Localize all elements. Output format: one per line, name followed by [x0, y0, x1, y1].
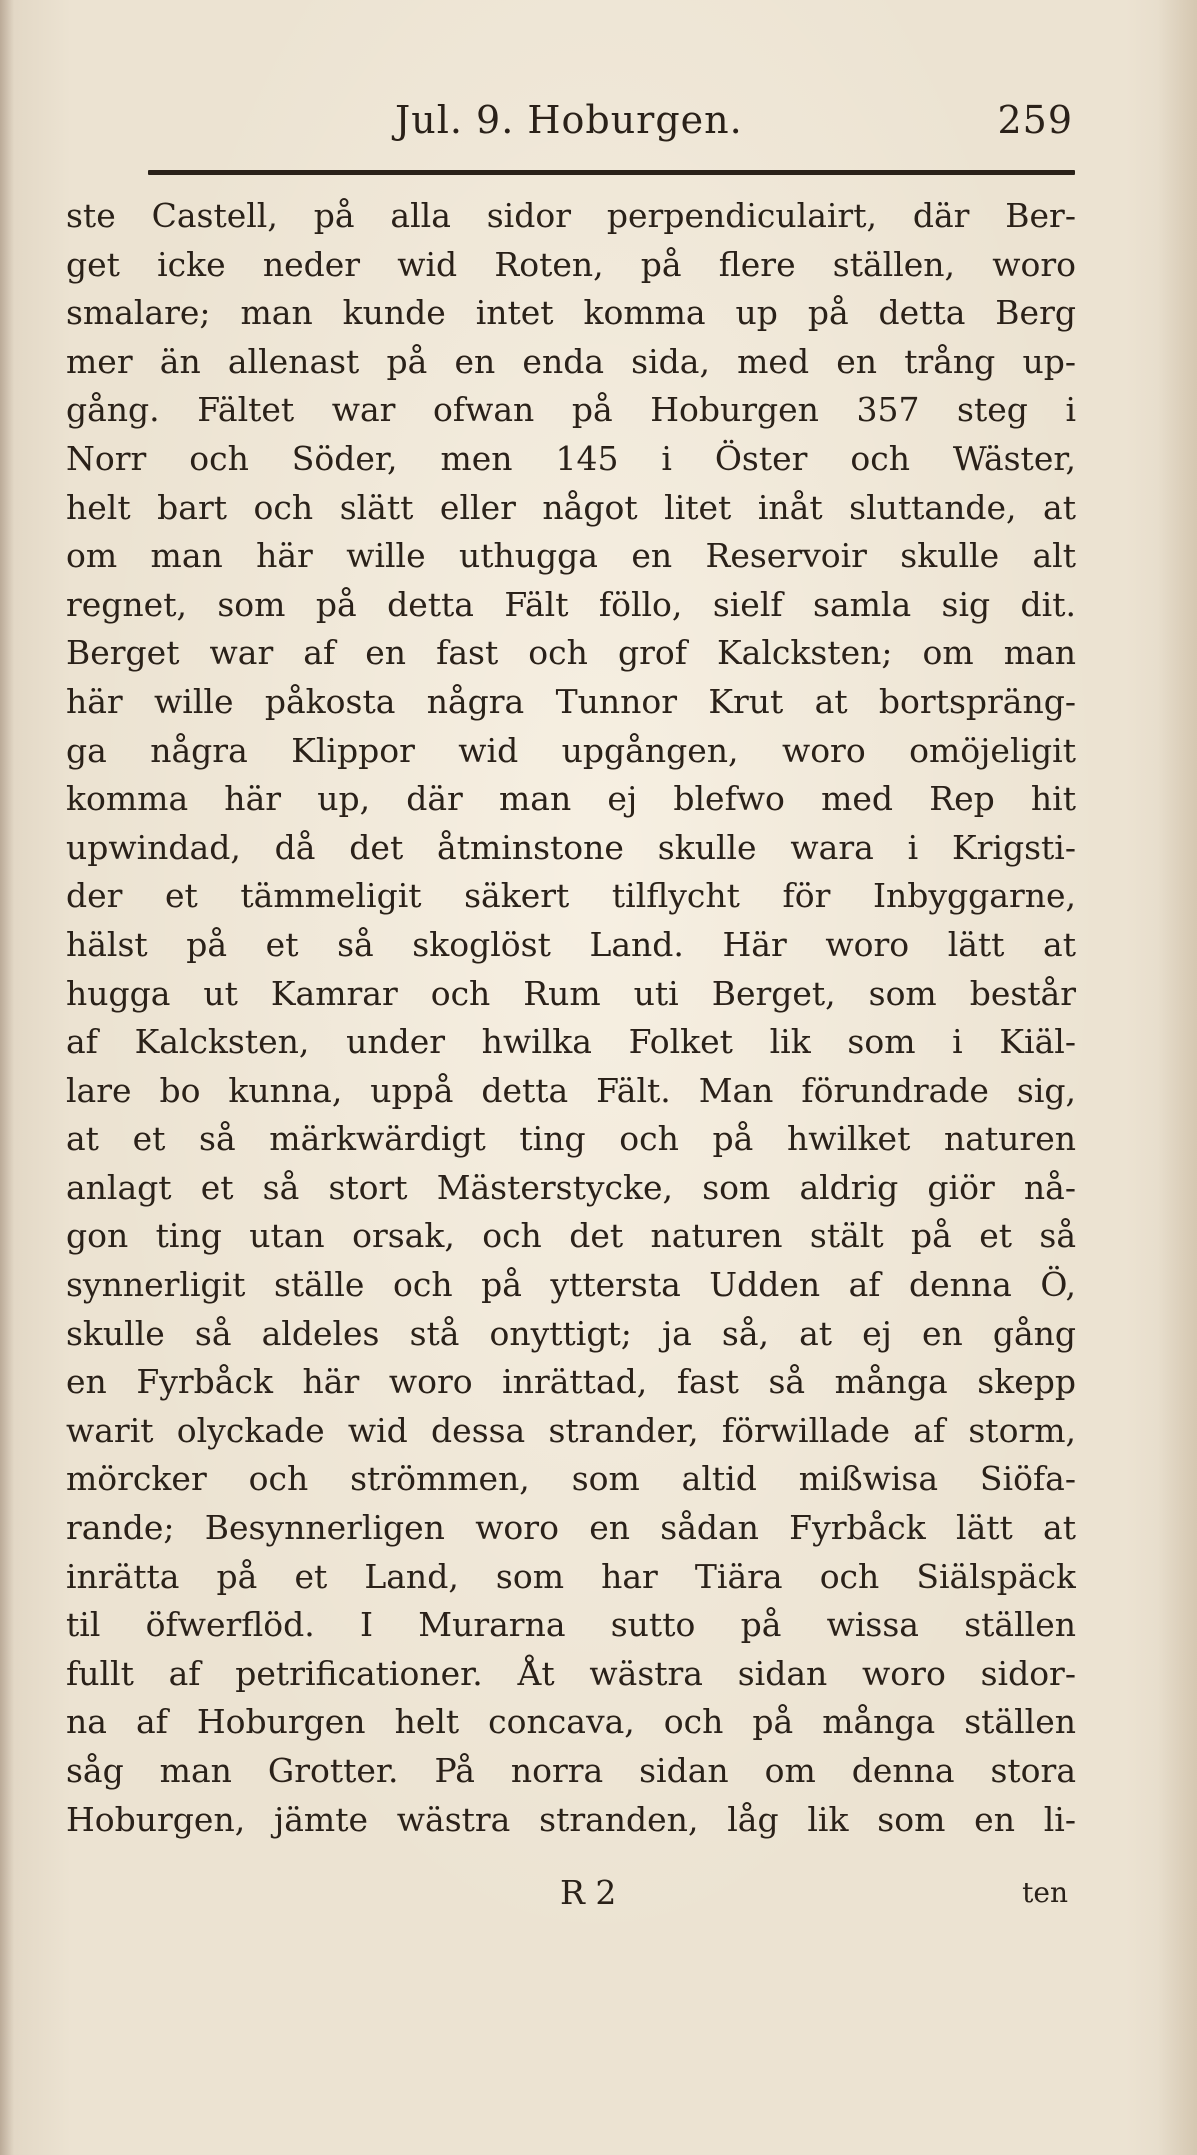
text-line: Norr och Söder, men 145 i Öster och Wäster, — [66, 438, 1076, 478]
text-line: warit olyckade wid dessa strander, förwillade af storm, — [66, 1410, 1076, 1450]
text-line: der et tämmeligit säkert tilflycht för Inbyggarne, — [66, 876, 1076, 916]
text-line: upwindad, då det åtminstone skulle wara i Krigsti- — [66, 827, 1076, 867]
page-gutter-shadow — [0, 0, 14, 2155]
text-line: synnerligit ställe och på yttersta Udden af denna Ö, — [66, 1265, 1076, 1305]
text-line: gon ting utan orsak, och det naturen stält på et så — [66, 1216, 1076, 1256]
text-line: en Fyrbåck här woro inrättad, fast så många skepp — [66, 1362, 1076, 1402]
text-line: af Kalcksten, under hwilka Folket lik som i Kiäl- — [66, 1022, 1076, 1062]
text-line: regnet, som på detta Fält föllo, sielf samla sig dit. — [66, 584, 1076, 624]
text-line: lare bo kunna, uppå detta Fält. Man förundrade sig, — [66, 1070, 1076, 1110]
page-number: 259 — [997, 98, 1073, 142]
text-line: mer än allenast på en enda sida, med en trång up- — [66, 341, 1076, 381]
page-footer — [560, 1868, 1080, 1918]
text-line: Berget war af en fast och grof Kalcksten; om man — [66, 633, 1076, 673]
page-header — [395, 90, 1085, 150]
text-line: såg man Grotter. På norra sidan om denna stora — [66, 1751, 1076, 1790]
text-line: til öfwerflöd. I Murarna sutto på wissa ställen — [66, 1605, 1076, 1645]
signature-mark: R 2 — [560, 1873, 617, 1912]
text-line: Hoburgen, jämte wästra stranden, låg lik som en li- — [66, 1799, 1076, 1839]
text-line: anlagt et så stort Mästerstycke, som aldrig giör nå- — [66, 1167, 1076, 1207]
text-line: inrätta på et Land, som har Tiära och Siälspäck — [66, 1556, 1076, 1596]
page-edge — [1157, 0, 1197, 2155]
text-line: ga några Klippor wid upgången, woro omöjeligit — [66, 730, 1076, 770]
text-line: get icke neder wid Roten, på flere ställen, woro — [66, 244, 1076, 284]
text-line: mörcker och strömmen, som altid mißwisa Siöfa- — [66, 1459, 1076, 1499]
text-line: fullt af petrificationer. Åt wästra sidan woro sidor- — [66, 1653, 1076, 1693]
text-line: hugga ut Kamrar och Rum uti Berget, som består — [66, 973, 1076, 1013]
text-line: komma här up, där man ej blefwo med Rep hit — [66, 779, 1076, 819]
body-text — [66, 192, 1076, 1844]
header-rule — [148, 170, 1075, 175]
text-line: na af Hoburgen helt concava, och på många ställen — [66, 1702, 1076, 1742]
text-line: hälst på et så skoglöst Land. Här woro lätt at — [66, 924, 1076, 964]
text-line: rande; Besynnerligen woro en sådan Fyrbåck lätt at — [66, 1508, 1076, 1548]
text-line: om man här wille uthugga en Reservoir skulle alt — [66, 536, 1076, 576]
text-line: smalare; man kunde intet komma up på detta Berg — [66, 293, 1076, 333]
catchword: ten — [1022, 1876, 1068, 1909]
text-line: gång. Fältet war ofwan på Hoburgen 357 steg i — [66, 390, 1076, 430]
text-line: helt bart och slätt eller något litet inåt sluttande, at — [66, 487, 1076, 527]
text-line: ste Castell, på alla sidor perpendiculairt, där Ber- — [66, 196, 1076, 235]
running-head: Jul. 9. Hoburgen. — [395, 98, 743, 142]
text-line: skulle så aldeles stå onyttigt; ja så, at ej en gång — [66, 1313, 1076, 1353]
text-line: här wille påkosta några Tunnor Krut at bortspräng- — [66, 681, 1076, 721]
text-line: at et så märkwärdigt ting och på hwilket naturen — [66, 1119, 1076, 1159]
